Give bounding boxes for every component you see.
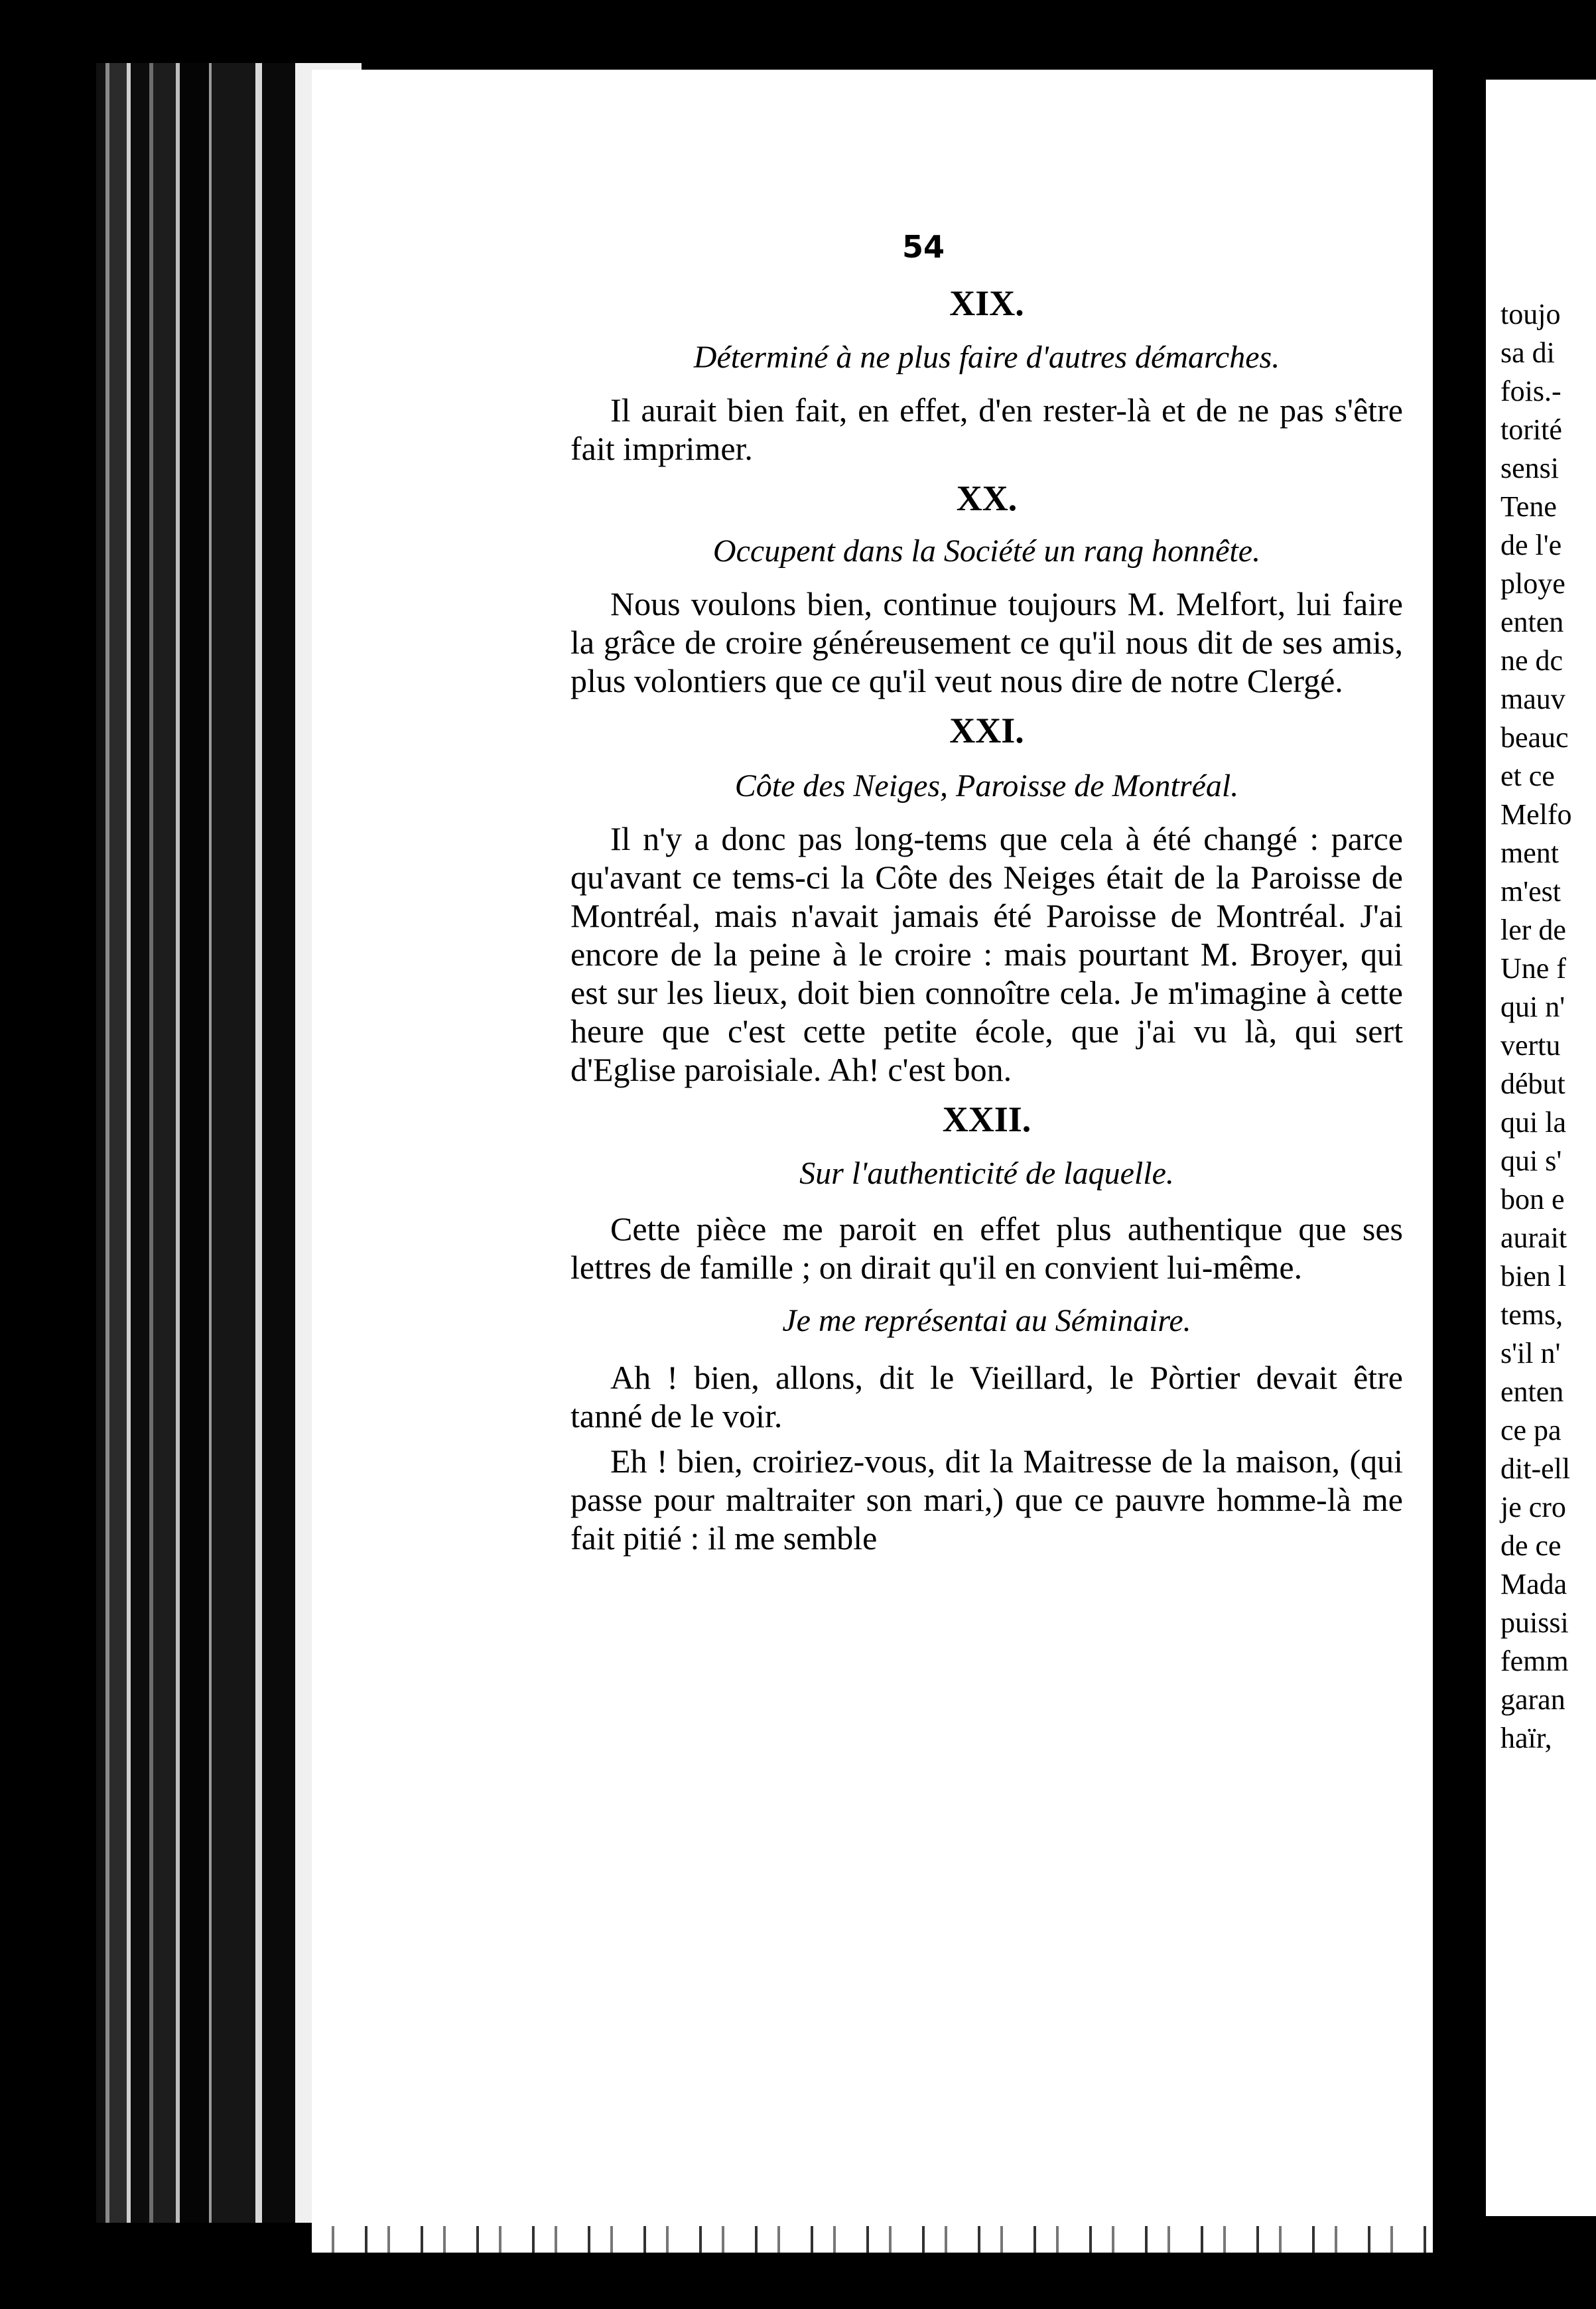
paragraph: Il n'y a donc pas long-tems que cela à été changé : parce qu'avant ce tems-ci la Côte des Neiges était de la Paroisse de Montréal, mais n'avait jamais été Paroisse de Montréal. J'ai encore de la peine à le croire : mais pourtant M. Broyer, qui est sur les lieux, doit bien connoître cela. Je m'imagine à cette heure que c'est cette petite école, que j'ai vu là, qui sert d'Eglise paroisiale. Ah! c'est bon. bbox=[570, 820, 1403, 1088]
book-gutter bbox=[1433, 63, 1486, 2233]
facing-page-line: Une f bbox=[1500, 952, 1566, 985]
section-subheading: Côte des Neiges, Paroisse de Montréal. bbox=[734, 768, 1239, 804]
section-heading: XX. bbox=[956, 478, 1018, 518]
section-subheading: Je me représentai au Séminaire. bbox=[782, 1303, 1191, 1338]
section-xix bbox=[570, 282, 1403, 468]
section-seminaire bbox=[570, 1301, 1403, 1557]
section-subheading: Déterminé à ne plus faire d'autres démarches. bbox=[693, 340, 1280, 375]
facing-page-line: puissi bbox=[1500, 1606, 1569, 1639]
facing-page-line: de ce bbox=[1500, 1529, 1562, 1562]
facing-page-line: enten bbox=[1500, 1375, 1564, 1408]
page-number: 54 bbox=[902, 229, 945, 265]
section-heading: XIX. bbox=[949, 283, 1024, 323]
section-heading: XXI. bbox=[949, 711, 1024, 750]
section-heading: XXII. bbox=[942, 1099, 1031, 1139]
page-bottom-edge bbox=[312, 2226, 1433, 2253]
facing-page-line: Mada bbox=[1500, 1568, 1567, 1600]
facing-page-line: dit-ell bbox=[1500, 1452, 1571, 1485]
paragraph: Il aurait bien fait, en effet, d'en rester-là et de ne pas s'être fait imprimer. bbox=[570, 391, 1403, 467]
facing-page-line: bien l bbox=[1500, 1260, 1566, 1293]
paragraph: Ah ! bien, allons, dit le Vieillard, le Pòrtier devait être tanné de le voir. bbox=[570, 1359, 1403, 1434]
facing-page-line: ne dc bbox=[1500, 644, 1563, 677]
section-xx bbox=[570, 477, 1403, 700]
facing-page-line: toujo bbox=[1500, 298, 1561, 330]
facing-page-line: sa di bbox=[1500, 336, 1555, 369]
facing-page-line: Melfo bbox=[1500, 798, 1572, 831]
facing-page-line: sensi bbox=[1500, 452, 1559, 484]
paragraph: Nous voulons bien, continue toujours M. Melfort, lui faire la grâce de croire généreusement ce qu'il nous dit de ses amis, plus volontiers que ce qu'il veut nous dire de notre Clergé. bbox=[570, 585, 1403, 699]
facing-page-line: vertu bbox=[1500, 1029, 1561, 1062]
facing-page-line: Tene bbox=[1500, 490, 1557, 523]
facing-page-line: qui n' bbox=[1500, 991, 1565, 1023]
paragraph: Eh ! bien, croiriez-vous, dit la Maitresse de la maison, (qui passe pour maltraiter son mari,) que ce pauvre homme-là me fait pitié : il me semble bbox=[570, 1442, 1403, 1557]
facing-page-line: ler de bbox=[1500, 914, 1566, 946]
book-page-right bbox=[1486, 80, 1596, 2216]
facing-page-line: beauc bbox=[1500, 721, 1569, 754]
section-xxi bbox=[570, 709, 1403, 1089]
facing-page-line: garan bbox=[1500, 1683, 1565, 1716]
facing-page-line: qui la bbox=[1500, 1106, 1566, 1139]
section-subheading: Sur l'authenticité de laquelle. bbox=[799, 1156, 1174, 1191]
facing-page-line: de l'e bbox=[1500, 529, 1562, 561]
facing-page-line: ment bbox=[1500, 837, 1559, 869]
facing-page-text bbox=[1486, 295, 1572, 1758]
facing-page-line: et ce bbox=[1500, 760, 1555, 792]
facing-page-line: tems, bbox=[1500, 1298, 1563, 1331]
facing-page-line: s'il n' bbox=[1500, 1337, 1561, 1369]
facing-page-line: fois.- bbox=[1500, 375, 1562, 407]
facing-page-line: haïr, bbox=[1500, 1722, 1552, 1754]
facing-page-line: aurait bbox=[1500, 1222, 1567, 1254]
facing-page-line: mauv bbox=[1500, 683, 1565, 715]
facing-page-line: qui s' bbox=[1500, 1145, 1562, 1177]
paragraph: Cette pièce me paroit en effet plus authentique que ses lettres de famille ; on dirait qu'il en convient lui-même. bbox=[570, 1210, 1403, 1286]
facing-page-line: femm bbox=[1500, 1645, 1569, 1677]
facing-page-line: ploye bbox=[1500, 567, 1565, 600]
section-xxii bbox=[570, 1098, 1403, 1287]
facing-page-line: ce pa bbox=[1500, 1414, 1562, 1446]
facing-page-line: bon e bbox=[1500, 1183, 1565, 1216]
facing-page-line: torité bbox=[1500, 413, 1562, 446]
section-subheading: Occupent dans la Société un rang honnête. bbox=[712, 533, 1261, 569]
facing-page-line: je cro bbox=[1500, 1491, 1566, 1523]
page-text-column bbox=[570, 282, 1403, 1557]
facing-page-line: début bbox=[1500, 1068, 1565, 1100]
facing-page-line: enten bbox=[1500, 606, 1564, 638]
facing-page-line: m'est bbox=[1500, 875, 1562, 908]
